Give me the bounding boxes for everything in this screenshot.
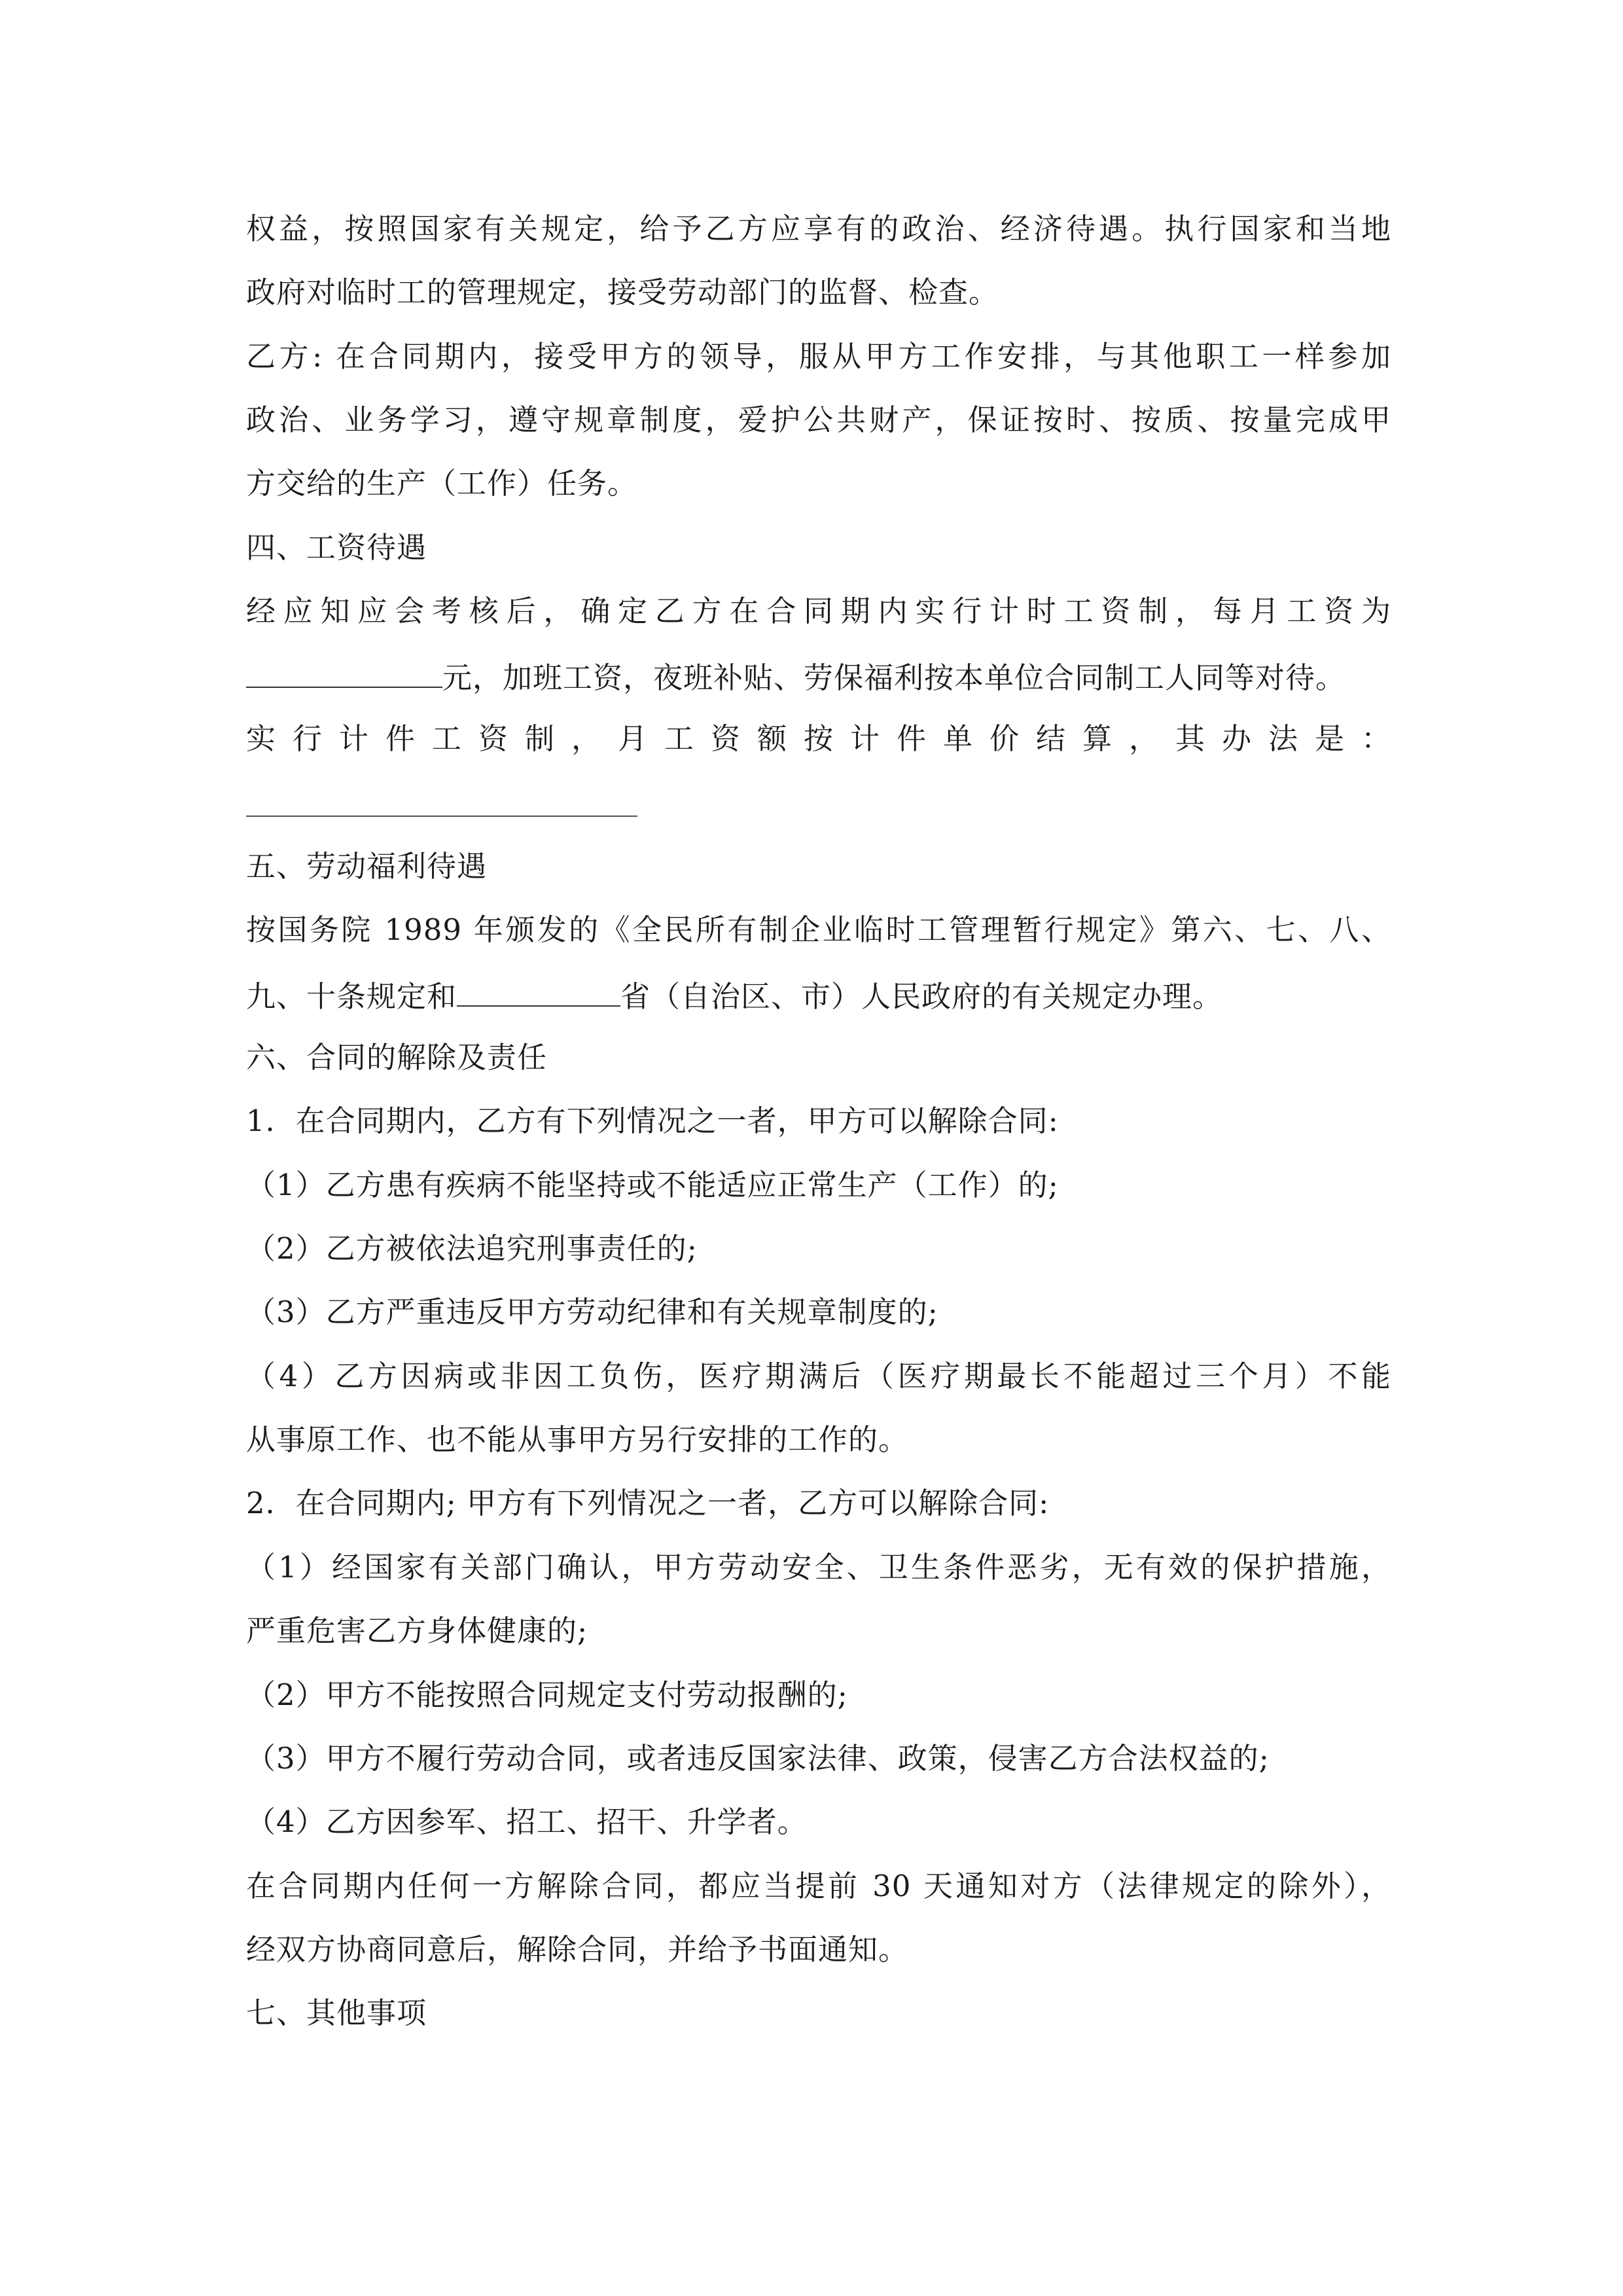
list-item: （3）乙方严重违反甲方劳动纪律和有关规章制度的;	[246, 1295, 938, 1329]
list-item: （4）乙方因病或非因工负伤，医疗期满后（医疗期最长不能超过三个月）不能	[246, 1359, 1391, 1393]
fill-in-blank-province[interactable]	[457, 971, 620, 1007]
section-heading-6: 六、合同的解除及责任	[246, 1040, 548, 1075]
list-item: （3）甲方不履行劳动合同，或者违反国家法律、政策，侵害乙方合法权益的;	[246, 1741, 1270, 1776]
fill-in-blank-wage[interactable]	[246, 653, 442, 688]
text-line: 严重危害乙方身体健康的;	[246, 1613, 588, 1648]
list-item: （1）乙方患有疾病不能坚持或不能适应正常生产（工作）的;	[246, 1168, 1059, 1202]
list-item: （2）乙方被依法追究刑事责任的;	[246, 1231, 698, 1266]
text-line: 1．在合同期内，乙方有下列情况之一者，甲方可以解除合同:	[246, 1103, 1059, 1138]
text-line: 经应知应会考核后，确定乙方在合同期内实行计时工资制，每月工资为	[246, 594, 1391, 628]
fill-in-blank-method[interactable]	[246, 816, 637, 817]
text-line: 经双方协商同意后，解除合同，并给予书面通知。	[246, 1932, 909, 1967]
text-line: 政府对临时工的管理规定，接受劳动部门的监督、检查。	[246, 275, 999, 310]
section-heading-7: 七、其他事项	[246, 1996, 427, 2030]
text-line-with-blank	[246, 971, 1222, 1017]
text-line: 乙方: 在合同期内，接受甲方的领导，服从甲方工作安排，与其他职工一样参加	[246, 339, 1391, 374]
text-fragment: 省（自治区、市）人民政府的有关规定办理。	[620, 979, 1223, 1014]
text-line: 方交给的生产（工作）任务。	[246, 466, 638, 501]
section-heading-4: 四、工资待遇	[246, 530, 427, 565]
section-heading-5: 五、劳动福利待遇	[246, 849, 488, 884]
text-line: 政治、业务学习，遵守规章制度，爱护公共财产，保证按时、按质、按量完成甲	[246, 403, 1391, 437]
text-line: 权益，按照国家有关规定，给予乙方应享有的政治、经济待遇。执行国家和当地	[246, 211, 1391, 246]
list-item: （2）甲方不能按照合同规定支付劳动报酬的;	[246, 1677, 848, 1712]
text-line: 按国务院 1989 年颁发的《全民所有制企业临时工管理暂行规定》第六、七、八、	[246, 912, 1391, 947]
text-line: 在合同期内任何一方解除合同，都应当提前 30 天通知对方（法律规定的除外），	[246, 1869, 1391, 1903]
text-line: 实行计件工资制，月工资额按计件单价结算，其办法是：	[246, 721, 1391, 756]
list-item: （4）乙方因参军、招工、招干、升学者。	[246, 1804, 808, 1839]
list-item: （1）经国家有关部门确认，甲方劳动安全、卫生条件恶劣，无有效的保护措施，	[246, 1550, 1391, 1585]
text-line: 2．在合同期内; 甲方有下列情况之一者，乙方可以解除合同:	[246, 1486, 1050, 1520]
text-line: 从事原工作、也不能从事甲方另行安排的工作的。	[246, 1422, 909, 1457]
text-fragment: 元，加班工资，夜班补贴、劳保福利按本单位合同制工人同等对待。	[442, 660, 1346, 695]
text-fragment: 九、十条规定和	[246, 979, 457, 1014]
text-line-with-blank	[246, 653, 1346, 698]
